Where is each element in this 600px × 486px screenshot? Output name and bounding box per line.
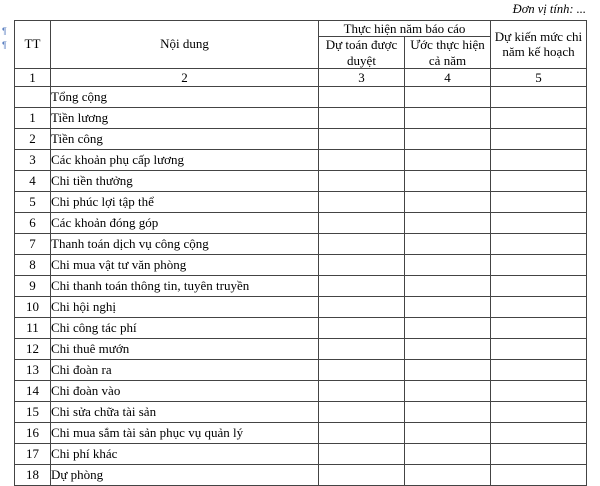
row-value-estimate-whole-year[interactable] xyxy=(405,191,491,212)
row-number: 7 xyxy=(15,233,51,254)
row-value-estimate-approved[interactable] xyxy=(319,212,405,233)
row-number: 4 xyxy=(15,170,51,191)
table-row xyxy=(15,359,587,380)
table-row xyxy=(15,296,587,317)
row-label: Chi thuê mướn xyxy=(51,338,319,359)
row-value-estimate-whole-year[interactable] xyxy=(405,170,491,191)
row-number: 18 xyxy=(15,464,51,485)
table-row xyxy=(15,212,587,233)
row-value-plan-next-year[interactable] xyxy=(491,233,587,254)
row-label: Chi đoàn ra xyxy=(51,359,319,380)
table-row xyxy=(15,443,587,464)
unit-note: Đơn vị tính: ... xyxy=(512,2,586,16)
row-label: Chi mua vật tư văn phòng xyxy=(51,254,319,275)
row-number: 17 xyxy=(15,443,51,464)
row-value-plan-next-year[interactable] xyxy=(491,170,587,191)
row-value-plan-next-year[interactable] xyxy=(491,422,587,443)
column-number-2: 2 xyxy=(51,68,319,86)
row-value-plan-next-year[interactable] xyxy=(491,401,587,422)
column-number-5: 5 xyxy=(491,68,587,86)
row-number: 15 xyxy=(15,401,51,422)
row-value-estimate-approved[interactable] xyxy=(319,401,405,422)
row-value-estimate-approved[interactable] xyxy=(319,464,405,485)
paragraph-mark-icon: ¶ xyxy=(2,40,7,50)
row-number: 11 xyxy=(15,317,51,338)
row-value-estimate-whole-year[interactable] xyxy=(405,422,491,443)
row-value-plan-next-year[interactable] xyxy=(491,149,587,170)
row-value-plan-next-year[interactable] xyxy=(491,443,587,464)
row-value-estimate-whole-year[interactable] xyxy=(405,359,491,380)
row-label: Tổng cộng xyxy=(51,86,319,107)
row-value-estimate-approved[interactable] xyxy=(319,296,405,317)
table-row xyxy=(15,401,587,422)
row-label: Chi công tác phí xyxy=(51,317,319,338)
row-label: Chi tiền thưởng xyxy=(51,170,319,191)
table-header xyxy=(15,21,587,87)
table-row xyxy=(15,380,587,401)
row-value-estimate-approved[interactable] xyxy=(319,170,405,191)
row-value-plan-next-year[interactable] xyxy=(491,317,587,338)
row-value-estimate-whole-year[interactable] xyxy=(405,86,491,107)
row-value-estimate-whole-year[interactable] xyxy=(405,128,491,149)
row-value-plan-next-year[interactable] xyxy=(491,359,587,380)
table-row xyxy=(15,464,587,485)
row-label: Chi mua sắm tài sản phục vụ quản lý xyxy=(51,422,319,443)
column-header-estimate-whole-year: Ước thực hiện cả năm xyxy=(405,37,491,69)
row-value-estimate-whole-year[interactable] xyxy=(405,401,491,422)
row-number: 16 xyxy=(15,422,51,443)
row-value-plan-next-year[interactable] xyxy=(491,86,587,107)
row-number: 1 xyxy=(15,107,51,128)
table-header-row-1 xyxy=(15,21,587,37)
row-value-estimate-approved[interactable] xyxy=(319,317,405,338)
table-row xyxy=(15,86,587,107)
row-number: 13 xyxy=(15,359,51,380)
row-value-estimate-approved[interactable] xyxy=(319,233,405,254)
row-value-plan-next-year[interactable] xyxy=(491,191,587,212)
column-number-row xyxy=(15,68,587,86)
row-value-estimate-whole-year[interactable] xyxy=(405,275,491,296)
table-row xyxy=(15,275,587,296)
row-number: 3 xyxy=(15,149,51,170)
table-row xyxy=(15,338,587,359)
row-value-estimate-approved[interactable] xyxy=(319,86,405,107)
row-label: Chi đoàn vào xyxy=(51,380,319,401)
column-header-group-report-year: Thực hiện năm báo cáo xyxy=(319,21,491,37)
row-value-estimate-approved[interactable] xyxy=(319,443,405,464)
row-number: 10 xyxy=(15,296,51,317)
row-label: Tiền lương xyxy=(51,107,319,128)
row-label: Các khoản phụ cấp lương xyxy=(51,149,319,170)
table-row xyxy=(15,149,587,170)
row-value-estimate-whole-year[interactable] xyxy=(405,296,491,317)
column-number-1: 1 xyxy=(15,68,51,86)
row-value-plan-next-year[interactable] xyxy=(491,296,587,317)
column-header-estimate-approved: Dự toán được duyệt xyxy=(319,37,405,69)
row-number: 14 xyxy=(15,380,51,401)
row-value-plan-next-year[interactable] xyxy=(491,212,587,233)
row-value-estimate-whole-year[interactable] xyxy=(405,380,491,401)
row-label: Chi phí khác xyxy=(51,443,319,464)
row-number: 5 xyxy=(15,191,51,212)
table-row xyxy=(15,233,587,254)
row-value-plan-next-year[interactable] xyxy=(491,464,587,485)
column-header-tt: TT xyxy=(15,21,51,69)
row-value-plan-next-year[interactable] xyxy=(491,338,587,359)
row-value-estimate-whole-year[interactable] xyxy=(405,464,491,485)
row-number xyxy=(15,86,51,107)
table-row xyxy=(15,191,587,212)
row-label: Chi phúc lợi tập thể xyxy=(51,191,319,212)
row-label: Các khoản đóng góp xyxy=(51,212,319,233)
row-value-plan-next-year[interactable] xyxy=(491,380,587,401)
table-body xyxy=(15,86,587,485)
row-value-estimate-whole-year[interactable] xyxy=(405,317,491,338)
row-label: Chi thanh toán thông tin, tuyên truyền xyxy=(51,275,319,296)
row-value-estimate-approved[interactable] xyxy=(319,107,405,128)
row-number: 9 xyxy=(15,275,51,296)
row-value-estimate-whole-year[interactable] xyxy=(405,149,491,170)
row-value-estimate-approved[interactable] xyxy=(319,422,405,443)
column-number-3: 3 xyxy=(319,68,405,86)
row-value-estimate-whole-year[interactable] xyxy=(405,212,491,233)
table-row xyxy=(15,422,587,443)
row-value-plan-next-year[interactable] xyxy=(491,107,587,128)
row-value-estimate-approved[interactable] xyxy=(319,338,405,359)
row-value-estimate-approved[interactable] xyxy=(319,254,405,275)
row-value-estimate-approved[interactable] xyxy=(319,149,405,170)
row-value-estimate-approved[interactable] xyxy=(319,380,405,401)
row-value-estimate-approved[interactable] xyxy=(319,359,405,380)
table-row xyxy=(15,254,587,275)
budget-table xyxy=(14,20,587,486)
table-row xyxy=(15,128,587,149)
row-label: Thanh toán dịch vụ công cộng xyxy=(51,233,319,254)
row-number: 6 xyxy=(15,212,51,233)
row-value-estimate-whole-year[interactable] xyxy=(405,338,491,359)
row-number: 2 xyxy=(15,128,51,149)
row-value-estimate-approved[interactable] xyxy=(319,275,405,296)
column-header-plan-next-year: Dự kiến mức chi năm kế hoạch xyxy=(491,21,587,69)
paragraph-mark-icon: ¶ xyxy=(2,26,7,36)
row-number: 12 xyxy=(15,338,51,359)
row-number: 8 xyxy=(15,254,51,275)
row-value-estimate-whole-year[interactable] xyxy=(405,443,491,464)
row-label: Tiền công xyxy=(51,128,319,149)
row-value-plan-next-year[interactable] xyxy=(491,128,587,149)
row-label: Chi hội nghị xyxy=(51,296,319,317)
column-number-4: 4 xyxy=(405,68,491,86)
row-value-estimate-whole-year[interactable] xyxy=(405,254,491,275)
row-value-estimate-whole-year[interactable] xyxy=(405,107,491,128)
table-row xyxy=(15,170,587,191)
column-header-content: Nội dung xyxy=(51,21,319,69)
table-row xyxy=(15,317,587,338)
table-row xyxy=(15,107,587,128)
row-value-plan-next-year[interactable] xyxy=(491,275,587,296)
row-value-plan-next-year[interactable] xyxy=(491,254,587,275)
row-label: Chi sửa chữa tài sản xyxy=(51,401,319,422)
row-value-estimate-approved[interactable] xyxy=(319,191,405,212)
row-label: Dự phòng xyxy=(51,464,319,485)
row-value-estimate-approved[interactable] xyxy=(319,128,405,149)
row-value-estimate-whole-year[interactable] xyxy=(405,233,491,254)
